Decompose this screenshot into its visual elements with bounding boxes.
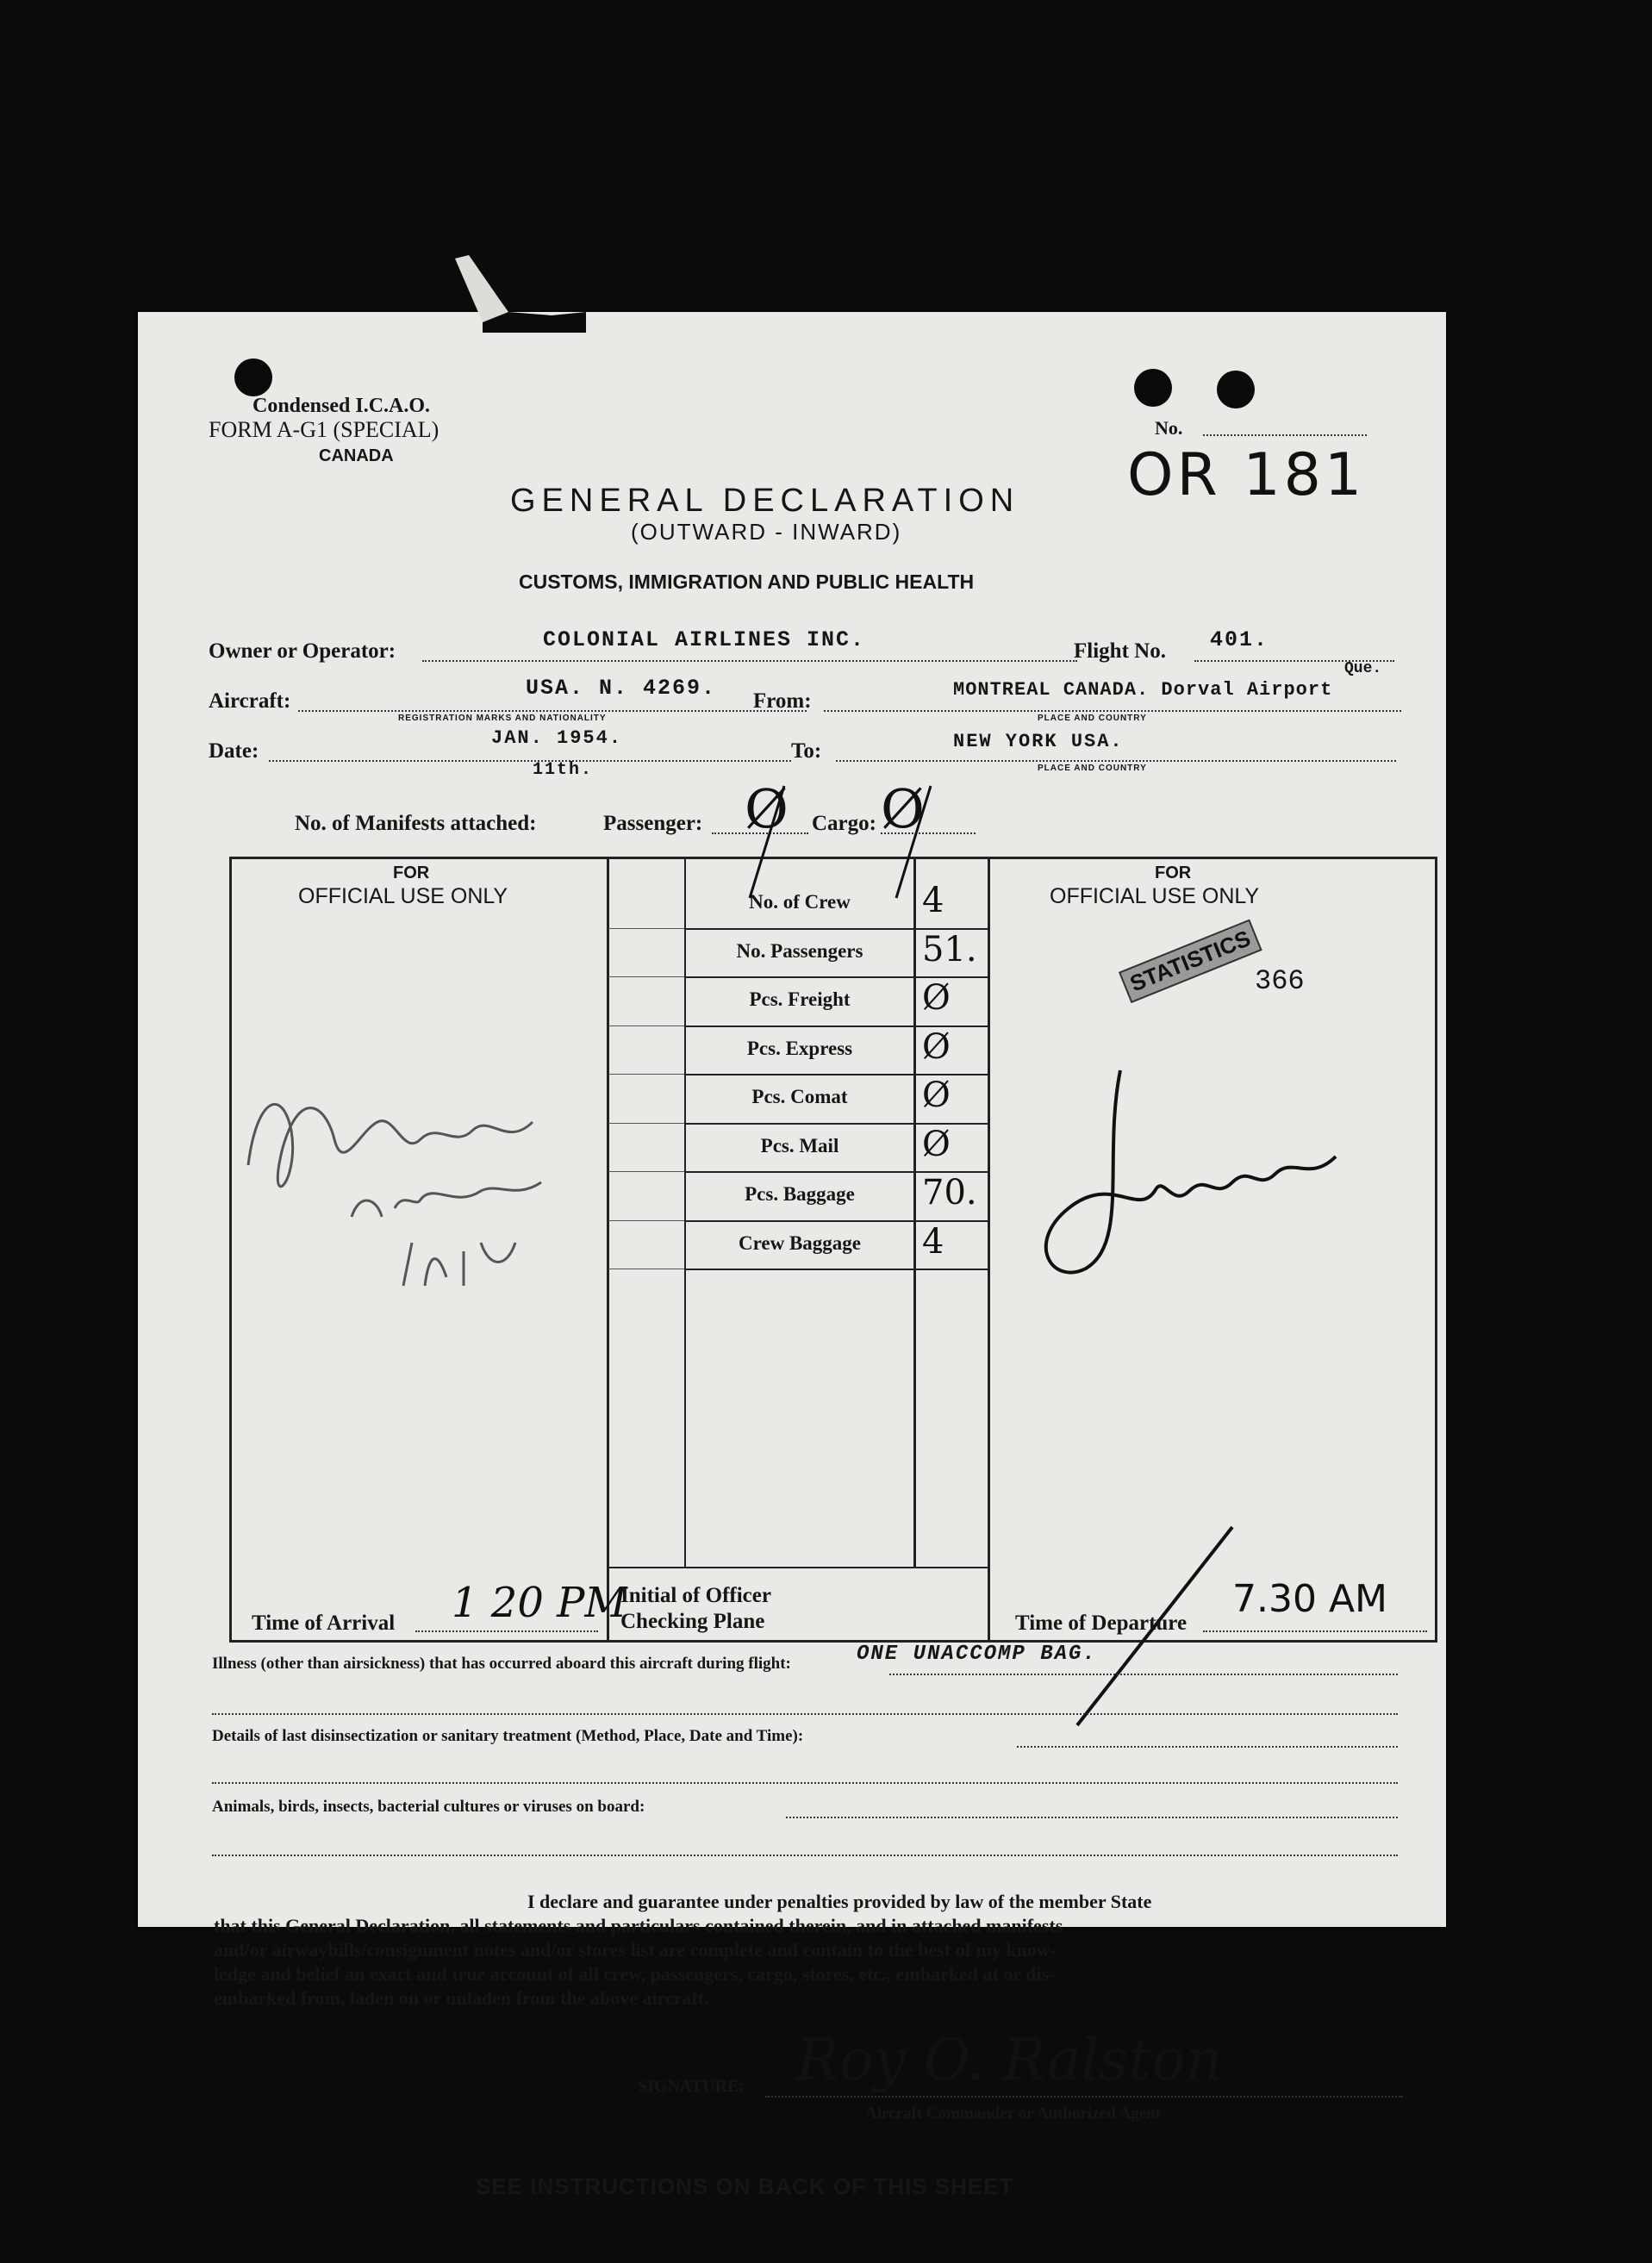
statement-line-4: ledge and belief an exact and true account of all crew, passengers, cargo, stores, etc., embarked at or dis-	[214, 1963, 1056, 1985]
punch-hole	[1217, 371, 1255, 408]
signature-label: SIGNATURE:	[638, 2077, 745, 2096]
statistics-number: 366	[1255, 965, 1305, 997]
animals-label: Animals, birds, insects, bacterial cultures or viruses on board:	[212, 1798, 645, 1816]
disinsect-label: Details of last disinsectization or sanitary treatment (Method, Place, Date and Time):	[212, 1727, 804, 1745]
signature-underline	[765, 2096, 1403, 2098]
officer-label-2: Checking Plane	[620, 1610, 765, 1633]
count-row-value: 4	[922, 1221, 944, 1262]
from-value: MONTREAL CANADA. Dorval Airport	[953, 679, 1333, 701]
cargo-manifest-value: Ø	[881, 777, 925, 840]
aircraft-caption: REGISTRATION MARKS AND NATIONALITY	[398, 714, 607, 723]
date-value-day: 11th.	[533, 760, 594, 780]
statistics-stamp: STATISTICS	[1119, 920, 1262, 1004]
count-row-value: Ø	[922, 1124, 951, 1164]
count-row-label: Pcs. Comat	[751, 1086, 848, 1107]
statement-line-2: that this General Declaration, all statements and particulars contained therein, and in attached manifests	[214, 1915, 1063, 1936]
count-row-stub-divider	[608, 928, 684, 929]
punch-hole	[1134, 369, 1172, 407]
count-row-stub-divider	[608, 1220, 684, 1221]
officer-label-1: Initial of Officer	[620, 1584, 771, 1607]
signature-value: Roy O. Ralston	[796, 2027, 1223, 2093]
passenger-manifest-label: Passenger:	[603, 812, 703, 835]
page-title: GENERAL DECLARATION	[510, 483, 1020, 519]
officer-handwriting-right	[991, 1053, 1439, 1312]
to-underline	[836, 760, 1396, 762]
count-row-label: No. Passengers	[736, 939, 863, 962]
form-condensed-label: Condensed I.C.A.O.	[252, 395, 431, 417]
flight-label: Flight No.	[1074, 639, 1166, 663]
right-official-header-2: OFFICIAL USE ONLY	[1050, 884, 1260, 908]
departure-value: 7.30 AM	[1232, 1577, 1388, 1621]
aircraft-underline	[298, 710, 807, 712]
count-row-value: 70.	[922, 1173, 977, 1213]
count-row-stub-divider	[608, 1171, 684, 1172]
aircraft-label: Aircraft:	[209, 689, 291, 713]
no-label: No.	[1155, 417, 1183, 439]
count-row-label: Pcs. Baggage	[745, 1183, 855, 1205]
footer-instructions: SEE INSTRUCTIONS ON BACK OF THIS SHEET	[476, 2173, 1014, 2199]
departure-label: Time of Departure	[1015, 1612, 1188, 1635]
count-row-label: Crew Baggage	[738, 1231, 862, 1254]
form-country-label: CANADA	[319, 446, 394, 465]
count-row-label: Pcs. Freight	[749, 988, 851, 1010]
count-row-value: 4	[922, 881, 944, 920]
statement-line-5: embarked from, laden on or unladen from the above aircraft.	[214, 1987, 709, 2009]
from-underline	[824, 710, 1401, 712]
count-row-value: Ø	[922, 1075, 951, 1115]
count-row-stub-divider	[608, 976, 684, 977]
officer-handwriting-left	[231, 993, 610, 1320]
no-value: OR 181	[1127, 441, 1366, 509]
illness-underline-2	[212, 1713, 1398, 1715]
owner-underline	[422, 660, 1077, 662]
no-underline	[1203, 434, 1367, 436]
manifest-strokes	[732, 769, 957, 907]
owner-value: COLONIAL AIRLINES INC.	[543, 627, 866, 652]
departure-slash	[1069, 1518, 1241, 1742]
from-caption: PLACE AND COUNTRY	[1038, 714, 1147, 723]
count-row-label: Pcs. Mail	[760, 1134, 839, 1156]
count-row-value: Ø	[922, 978, 951, 1018]
flight-value: 401.	[1210, 627, 1269, 652]
form-number-label: FORM A-G1 (SPECIAL)	[209, 417, 439, 442]
to-value: NEW YORK USA.	[953, 731, 1124, 752]
owner-label: Owner or Operator:	[209, 639, 396, 663]
right-official-header-1: FOR	[1155, 863, 1192, 882]
illness-label: Illness (other than airsickness) that has occurred aboard this aircraft during flight:	[212, 1655, 791, 1673]
declaration-form-sheet	[138, 312, 1446, 2199]
passenger-manifest-value: Ø	[745, 777, 789, 840]
disinsect-underline-2	[212, 1782, 1398, 1784]
illness-underline	[889, 1674, 1398, 1675]
manifests-label: No. of Manifests attached:	[295, 812, 537, 835]
count-row-value: Ø	[922, 1026, 951, 1067]
count-row-label: No. of Crew	[749, 891, 851, 913]
animals-underline-2	[212, 1855, 1398, 1856]
count-row-divider	[684, 1220, 990, 1222]
left-official-header-1: FOR	[393, 863, 430, 882]
page-subtitle: (OUTWARD - INWARD)	[631, 519, 902, 545]
statement-line-1: I declare and guarantee under penalties provided by law of the member State	[527, 1891, 1152, 1912]
date-underline	[269, 760, 791, 762]
date-label: Date:	[209, 739, 259, 763]
illness-value: ONE UNACCOMP BAG.	[857, 1643, 1097, 1666]
count-row-label: Pcs. Express	[746, 1037, 853, 1059]
page-subtitle-2: CUSTOMS, IMMIGRATION AND PUBLIC HEALTH	[519, 570, 975, 593]
signature-caption: Aircraft Commander or Authorized Agent	[865, 2104, 1162, 2123]
punch-hole	[234, 358, 272, 396]
date-value: JAN. 1954.	[491, 727, 623, 749]
count-row-value: 51.	[922, 929, 977, 969]
arrival-label: Time of Arrival	[252, 1612, 396, 1635]
count-row-divider	[684, 1269, 990, 1270]
arrival-underline	[415, 1630, 598, 1632]
statement-line-3: and/or airwaybills/consignment notes and/or stores list are complete and contain to the best of my know-	[214, 1939, 1057, 1961]
torn-corner-fragment	[448, 255, 586, 333]
arrival-value: 1 20 PM	[452, 1579, 627, 1627]
to-caption: PLACE AND COUNTRY	[1038, 764, 1147, 773]
count-row-stub-divider	[608, 1074, 684, 1075]
left-official-header-2: OFFICIAL USE ONLY	[298, 884, 508, 908]
to-label: To:	[791, 739, 822, 763]
count-row-stub-divider	[608, 1123, 684, 1124]
animals-underline	[786, 1817, 1398, 1818]
aircraft-value: USA. N. 4269.	[526, 676, 717, 701]
cargo-manifest-label: Cargo:	[812, 812, 876, 835]
disinsect-underline	[1017, 1746, 1398, 1748]
from-label: From:	[753, 689, 812, 713]
from-extra: Que.	[1344, 660, 1382, 677]
